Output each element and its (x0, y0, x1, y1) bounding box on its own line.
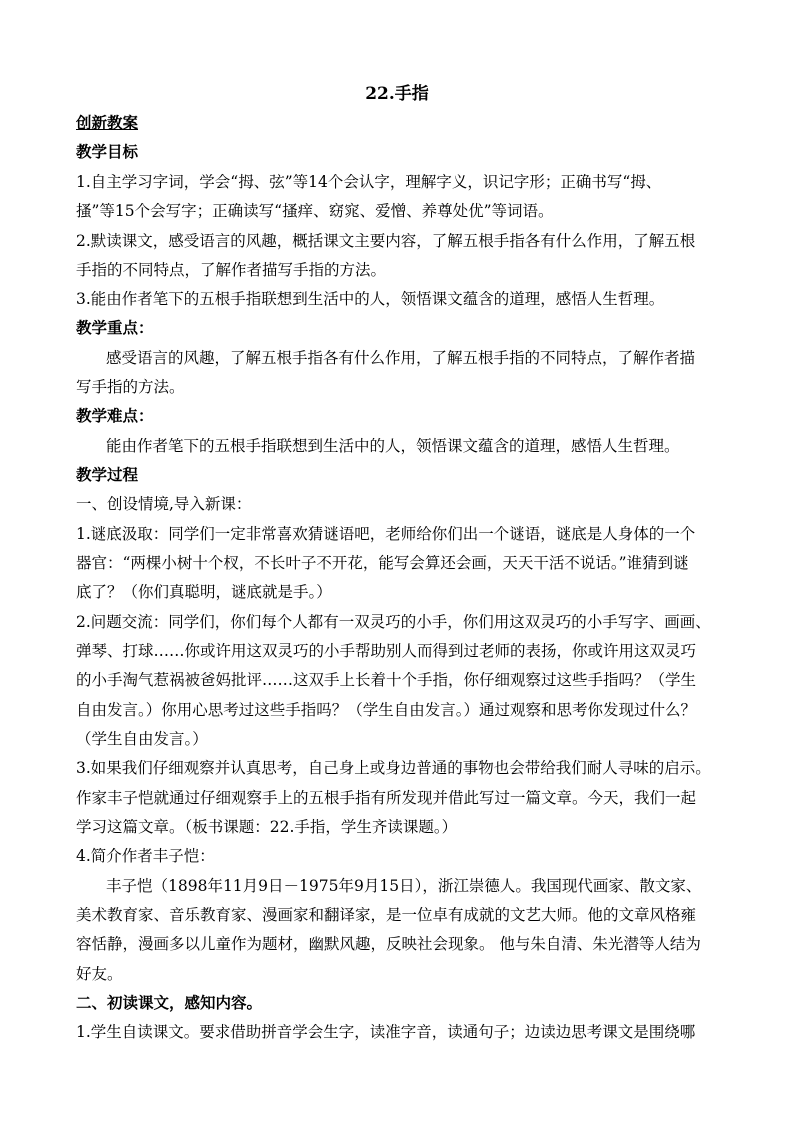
section-1-line: 器官：“两棵小树十个杈，不长叶子不开花，能写会算还会画，天天干活不说话。”谁猜到谜 (76, 554, 689, 572)
goal-line: 手指的不同特点，了解作者描写手指的方法。 (76, 261, 387, 279)
page-title: 22.手指 (365, 84, 429, 104)
heading-difficult-points: 教学难点： (76, 406, 154, 425)
author-intro-line: 美术教育家、音乐教育家、漫画家和翻译家，是一位卓有成就的文艺大师。他的文章风格雍 (76, 906, 697, 924)
section-2-title: 二、初读课文，感知内容。 (76, 993, 263, 1012)
section-1-line: 4.简介作者丰子恺： (76, 847, 215, 865)
section-1-line: 的小手淘气惹祸被爸妈批评……这双手上长着十个手指，你仔细观察过这些手指吗？（学生 (76, 671, 697, 689)
section-1-line: 1.谜底汲取：同学们一定非常喜欢猜谜语吧，老师给你们出一个谜语，谜底是人身体的一个 (76, 525, 696, 543)
section-1-line: 作家丰子恺就通过仔细观察手上的五根手指有所发现并借此写过一篇文章。今天，我们一起 (76, 789, 697, 807)
goal-line: 搔”等15个会写字；正确读写“搔痒、窈窕、爱憎、养尊处优”等词语。 (76, 202, 554, 220)
section-1-line: 2.问题交流：同学们，你们每个人都有一双灵巧的小手，你们用这双灵巧的小手写字、画画、 (76, 613, 711, 631)
author-intro-line: 好友。 (76, 965, 123, 983)
section-2-line: 1.学生自读课文。要求借助拼音学会生字，读准字音，读通句子；边读边思考课文是围绕哪 (76, 1023, 696, 1041)
heading-teaching-process: 教学过程 (76, 465, 139, 484)
section-1-line: 底了？（你们真聪明，谜底就是手。） (76, 583, 332, 601)
goal-line: 1.自主学习字词，学会“拇、弦”等14个会认字，理解字义，识记字形；正确书写“拇、 (76, 173, 662, 191)
heading-key-points: 教学重点： (76, 318, 154, 337)
section-1-line: 弹琴、打球……你或许用这双灵巧的小手帮助别人而得到过老师的表扬，你或许用这双灵巧 (76, 642, 697, 660)
goal-line: 2.默读课文，感受语言的风趣，概括课文主要内容，了解五根手指各有什么作用，了解五根 (76, 232, 696, 250)
section-1-line: 自由发言。）你用心思考过这些手指吗？（学生自由发言。）通过观察和思考你发现过什么？ (76, 701, 697, 719)
author-intro-line: 丰子恺（1898年11月9日－1975年9月15日），浙江崇德人。我国现代画家、散文家、 (106, 877, 702, 895)
section-1-title: 一、创设情境,导入新课： (76, 495, 252, 513)
section-1-line: 学习这篇文章。（板书课题：22.手指，学生齐读课题。） (76, 818, 458, 836)
goal-line: 3.能由作者笔下的五根手指联想到生活中的人，领悟课文蕴含的道理，感悟人生哲理。 (76, 290, 665, 308)
section-1-line: 3.如果我们仔细观察并认真思考，自己身上或身边普通的事物也会带给我们耐人寻味的启示。 (76, 759, 711, 777)
difficult-point-line: 能由作者笔下的五根手指联想到生活中的人，领悟课文蕴含的道理，感悟人生哲理。 (106, 437, 680, 455)
key-point-line: 写手指的方法。 (76, 378, 185, 396)
heading-teaching-goals: 教学目标 (76, 142, 139, 161)
key-point-line: 感受语言的风趣，了解五根手指各有什么作用，了解五根手指的不同特点，了解作者描 (106, 349, 696, 367)
section-1-line: （学生自由发言。） (76, 730, 208, 748)
heading-innovative-plan: 创新教案 (76, 113, 139, 132)
author-intro-line: 容恬静，漫画多以儿童作为题材，幽默风趣，反映社会现象。 他与朱自清、朱光潜等人结为 (76, 935, 701, 953)
